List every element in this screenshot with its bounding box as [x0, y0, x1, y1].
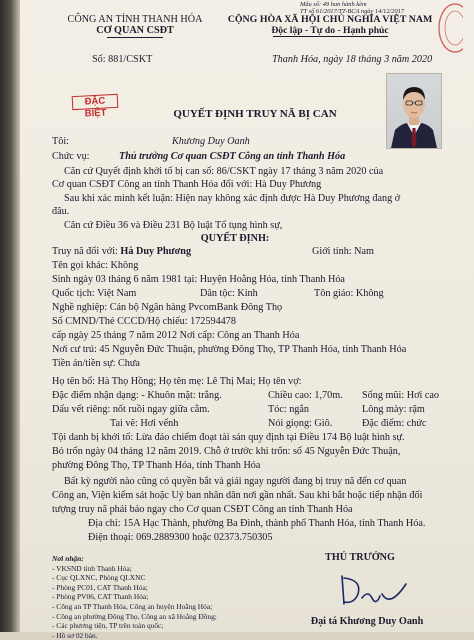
recipient-item: - Các phương tiện, TP trên toàn quốc;: [52, 621, 164, 631]
form-note-line-2: TT số 61/2017/TT-BCA ngày 14/12/2017: [300, 8, 405, 15]
recipient-item: - Công an TP Thanh Hóa, Công an huyện Hoằng Hóa;: [52, 601, 213, 611]
red-seal-top: [433, 2, 463, 58]
eyebrow: Lông mày: rậm: [362, 404, 425, 415]
place-date: Thanh Hóa, ngày 18 tháng 3 năm 2020: [272, 54, 433, 65]
position-label: Chức vụ:: [52, 151, 90, 162]
charge: Tội danh bị khởi tố: Lừa đảo chiếm đoạt tài sản quy định tại Điều 174 Bộ luật hình sự.: [52, 432, 405, 443]
nation-title: CỘNG HÒA XÃ HỘI CHỦ NGHĨA VIỆT NAM: [227, 14, 433, 25]
recipient-item: - Cục QLXNC, Phòng QLXNC: [52, 573, 146, 583]
agency-name: CÔNG AN TỈNH THANH HÓA: [67, 14, 203, 25]
issuer-name: Khương Duy Oanh: [172, 136, 250, 147]
marks: Dấu vết riêng: nốt ruồi ngay giữa cằm.: [52, 404, 210, 415]
escape-line-1: Bỏ trốn ngày 04 tháng 12 năm 2019. Chỗ ở trước khi trốn: số 45 Nguyễn Đức Thuận,: [52, 446, 401, 457]
toi-label: Tôi:: [52, 136, 69, 147]
target-label: Truy nã đối với:: [52, 246, 118, 257]
decision-heading: QUYẾT ĐỊNH:: [200, 233, 270, 244]
nose: Sống mũi: Hơi cao: [362, 390, 439, 401]
agency-header: [60, 14, 210, 38]
ethnicity: Dân tộc: Kinh: [200, 288, 258, 299]
parents: Họ tên bố: Hà Thọ Hồng; Họ tên mẹ: Lê Thị Mai; Họ tên vợ:: [52, 376, 302, 387]
closing-line-2: Công an, Viện kiểm sát hoặc Uỷ ban nhân dân nơi gần nhất. Sau khi bắt hoặc tiếp nhận đối: [52, 490, 423, 501]
other-feature: Đặc điểm: chức: [362, 418, 427, 429]
criminal-record: Tiền án/tiền sự: Chưa: [52, 358, 140, 369]
nationality: Quốc tịch: Việt Nam: [52, 288, 137, 299]
contact-address: Địa chỉ: 15A Hạc Thành, phường Ba Đình, thành phố Thanh Hóa, tỉnh Thanh Hóa.: [88, 518, 426, 529]
recipient-item: - Công an phường Đông Thọ, Công an xã Hoằng Đồng;: [52, 611, 217, 621]
closing-line-1: Bất kỳ người nào cũng có quyền bắt và giải ngay người đang bị truy nã đến cơ quan: [64, 476, 407, 487]
gender: Giới tính: Nam: [312, 246, 374, 257]
document-number: Số: 881/CSKT: [92, 54, 153, 65]
occupation: Nghề nghiệp: Cán bộ Ngân hàng PvcomBank Đông Thọ: [52, 302, 283, 313]
id-issued: cấp ngày 25 tháng 7 năm 2012 Nơi cấp: Công an Thanh Hóa: [52, 330, 300, 341]
face-feature: Đặc điểm nhận dạng: - Khuôn mặt: trắng.: [52, 390, 222, 401]
binder-edge: [0, 0, 20, 632]
basis-line-2a: Sau khi xác minh kết luận: Hiện nay không xác định được Hà Duy Phương đang ở: [64, 193, 401, 204]
issuer-position: Thủ trưởng Cơ quan CSĐT Công an tỉnh Thanh Hóa: [119, 151, 346, 162]
handwritten-signature: [332, 568, 412, 612]
recipient-item: - Phòng PV06, CAT Thanh Hóa;: [52, 592, 149, 602]
basis-line-2b: đâu.: [52, 206, 70, 217]
ears: Tai vẽ: Hơi vểnh: [110, 418, 179, 429]
signer-title: THỦ TRƯỞNG: [325, 552, 395, 563]
recipient-item: - VKSND tỉnh Thanh Hóa;: [52, 563, 132, 573]
recipients-block: [52, 554, 217, 640]
recipient-item: - Phòng PC01, CAT Thanh Hóa;: [52, 582, 148, 592]
basis-line-1b: Cơ quan CSĐT Công an tỉnh Thanh Hóa đối với: Hà Duy Phương: [52, 179, 322, 190]
contact-phone: Điện thoại: 069.2889300 hoặc 02373.750305: [88, 532, 273, 543]
hair: Tóc: ngắn: [268, 404, 310, 415]
residence: Nơi cư trú: 45 Nguyễn Đức Thuận, phường Đông Thọ, TP Thanh Hóa, tỉnh Thanh Hóa: [52, 344, 407, 355]
height: Chiều cao: 1,70m.: [268, 390, 343, 401]
header-underline: [107, 37, 163, 38]
voice: Nói giọng: Giô.: [268, 418, 333, 429]
office-name: CƠ QUAN CSĐT: [96, 25, 174, 36]
recipient-item: - Hồ sơ 02 bản.: [52, 630, 98, 640]
special-badge: ĐẶC BIỆT: [72, 94, 119, 110]
alias: Tên gọi khác: Không: [52, 260, 139, 271]
basis-line-1a: Căn cứ Quyết định khởi tố bị can số: 86/CSKT ngày 17 tháng 3 năm 2020 của: [64, 166, 384, 177]
motto-underline: [273, 36, 388, 37]
form-note-line-1: Mẫu số: 49 ban hành kèm: [300, 1, 367, 8]
target-name: Hà Duy Phương: [120, 246, 192, 257]
document-title: QUYẾT ĐỊNH TRUY NÃ BỊ CAN: [173, 108, 337, 120]
closing-line-3: tượng truy nã phải báo ngay cho Cơ quan CSĐT Công an tỉnh Thanh Hóa: [52, 504, 353, 515]
id-number: Số CMND/Thẻ CCCD/Hộ chiếu: 172594478: [52, 316, 236, 327]
basis-line-3: Căn cứ Điều 36 và Điều 231 Bộ luật Tố tụng hình sự,: [64, 220, 283, 231]
wanted-target: [52, 246, 191, 257]
escape-line-2: phường Đông Thọ, TP Thanh Hóa, tỉnh Thanh Hóa: [52, 460, 261, 471]
birth-info: Sinh ngày 03 tháng 6 năm 1981 tại: Huyện Hoằng Hóa, tỉnh Thanh Hóa: [52, 274, 345, 285]
recipients-heading: Nơi nhận:: [52, 554, 84, 563]
religion: Tôn giáo: Không: [314, 288, 384, 299]
signer-name: Đại tá Khương Duy Oanh: [310, 616, 424, 627]
form-note: [300, 1, 404, 15]
motto: Độc lập - Tự do - Hạnh phúc: [271, 25, 389, 36]
suspect-photo: [386, 73, 442, 149]
national-header: [225, 14, 435, 37]
